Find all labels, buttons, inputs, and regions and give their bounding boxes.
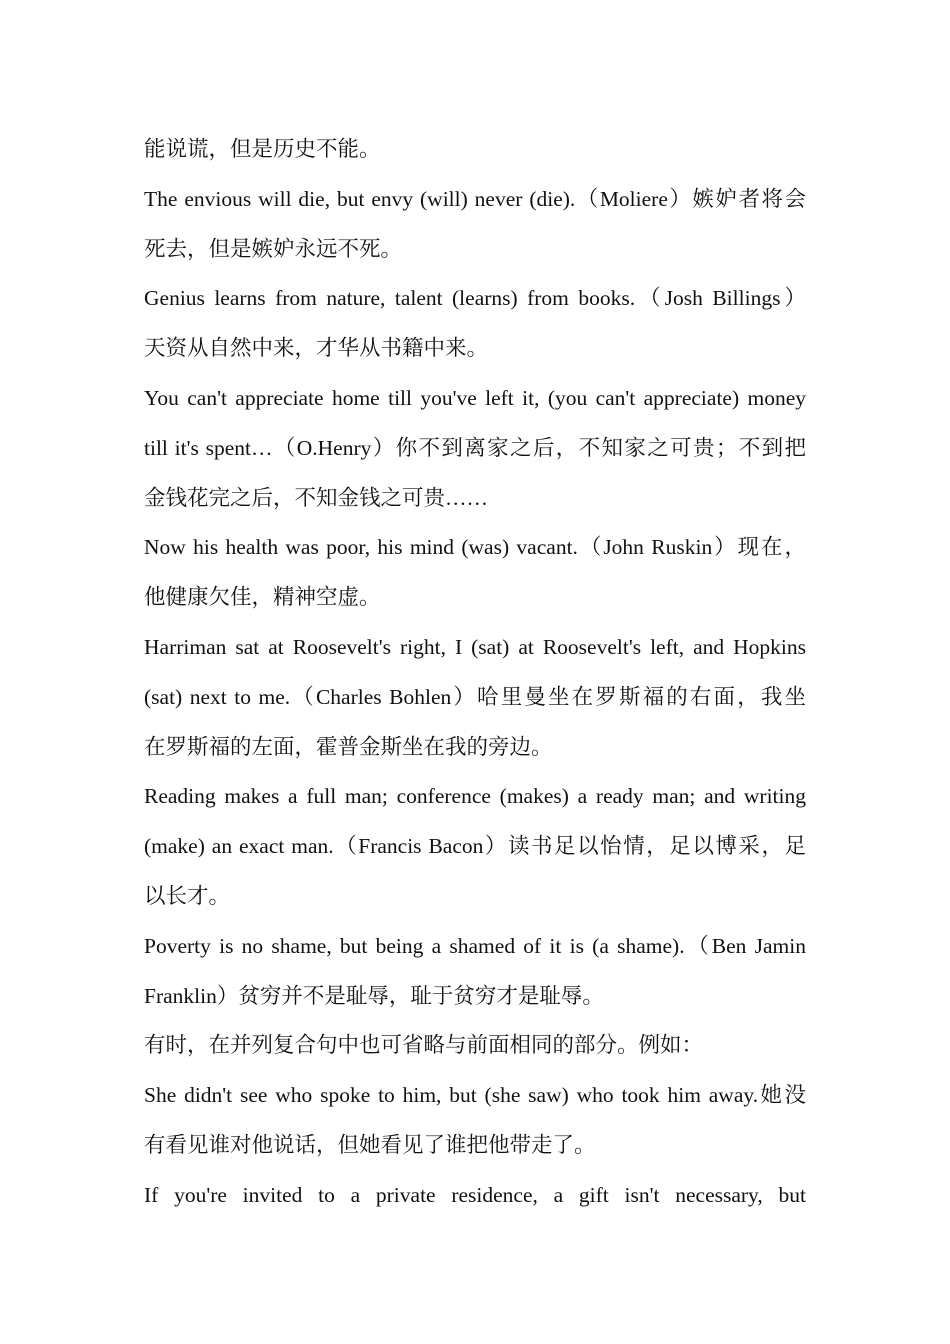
text-line: 他健康欠佳，精神空虚。 (144, 585, 381, 610)
text-line: 以长才。 (144, 883, 231, 908)
text-line: 天资从自然中来，才华从书籍中来。 (144, 336, 489, 361)
text-line: Harriman sat at Roosevelt's right, I (sat) at Roosevelt's left, and Hopkins (144, 634, 806, 659)
text-line: 金钱花完之后，不知金钱之可贵…… (144, 485, 489, 510)
text-line: 在罗斯福的左面，霍普金斯坐在我的旁边。 (144, 734, 553, 759)
text-line: Genius learns from nature, talent (learns) from books.（Josh Billings） (144, 286, 806, 311)
text-line: (make) an exact man.（Francis Bacon）读书足以怡情，足以博采，足 (144, 834, 806, 859)
document-body (144, 125, 806, 1221)
text-line: If you're invited to a private residence, a gift isn't necessary, but (144, 1182, 806, 1207)
text-line: Reading makes a full man; conference (makes) a ready man; and writing (144, 784, 806, 809)
text-line: 有时，在并列复合句中也可省略与前面相同的部分。例如： (144, 1033, 704, 1058)
text-line: 死去，但是嫉妒永远不死。 (144, 236, 403, 261)
text-line: 有看见谁对他说话，但她看见了谁把他带走了。 (144, 1132, 596, 1157)
text-line: till it's spent…（O.Henry）你不到离家之后，不知家之可贵；不到把 (144, 435, 806, 460)
text-line: Now his health was poor, his mind (was) vacant.（John Ruskin）现在， (144, 535, 806, 560)
text-line: You can't appreciate home till you've left it, (you can't appreciate) money (144, 385, 806, 410)
text-line: She didn't see who spoke to him, but (she saw) who took him away.她没 (144, 1083, 806, 1108)
text-line: Franklin）贫穷并不是耻辱，耻于贫穷才是耻辱。 (144, 983, 604, 1008)
text-line: The envious will die, but envy (will) never (die).（Moliere）嫉妒者将会 (144, 186, 806, 211)
text-line: (sat) next to me.（Charles Bohlen）哈里曼坐在罗斯福的右面，我坐 (144, 684, 806, 709)
text-line: Poverty is no shame, but being a shamed of it is (a shame).（Ben Jamin (144, 933, 806, 958)
text-line: 能说谎，但是历史不能。 (144, 137, 381, 161)
